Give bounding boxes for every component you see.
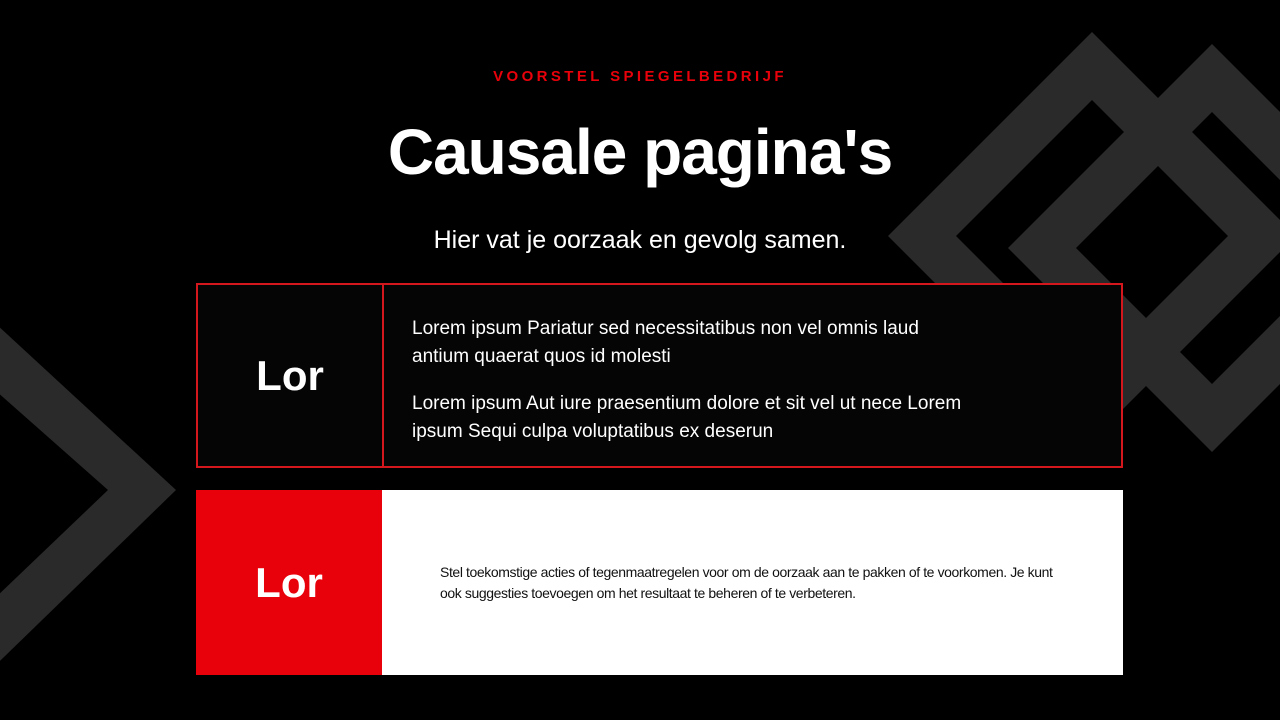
effect-row-label: Lor <box>196 490 382 675</box>
page-subtitle: Hier vat je oorzaak en gevolg samen. <box>433 226 847 254</box>
effect-paragraph: Stel toekomstige acties of tegenmaatregelen voor om de oorzaak aan te pakken of te voorkomen. Je kunt ook suggesties toevoegen om het resultaat te beheren of te verbeteren. <box>440 563 1053 601</box>
page-title: Causale pagina's <box>387 116 893 188</box>
cause-row <box>196 283 1123 468</box>
cause-row-body <box>384 285 1121 466</box>
cause-paragraph-1: Lorem ipsum Pariatur sed necessitatibus non vel omnis laud antium quaerat quos id molesti <box>412 318 919 367</box>
eyebrow-label: VOORSTEL SPIEGELBEDRIJF <box>493 68 787 85</box>
cause-row-label: Lor <box>198 285 384 466</box>
effect-row-body <box>382 490 1123 675</box>
effect-row <box>196 490 1123 675</box>
cause-paragraph-2: Lorem ipsum Aut iure praesentium dolore et sit vel ut nece Lorem ipsum Sequi culpa voluptatibus ex deserun <box>412 393 962 442</box>
